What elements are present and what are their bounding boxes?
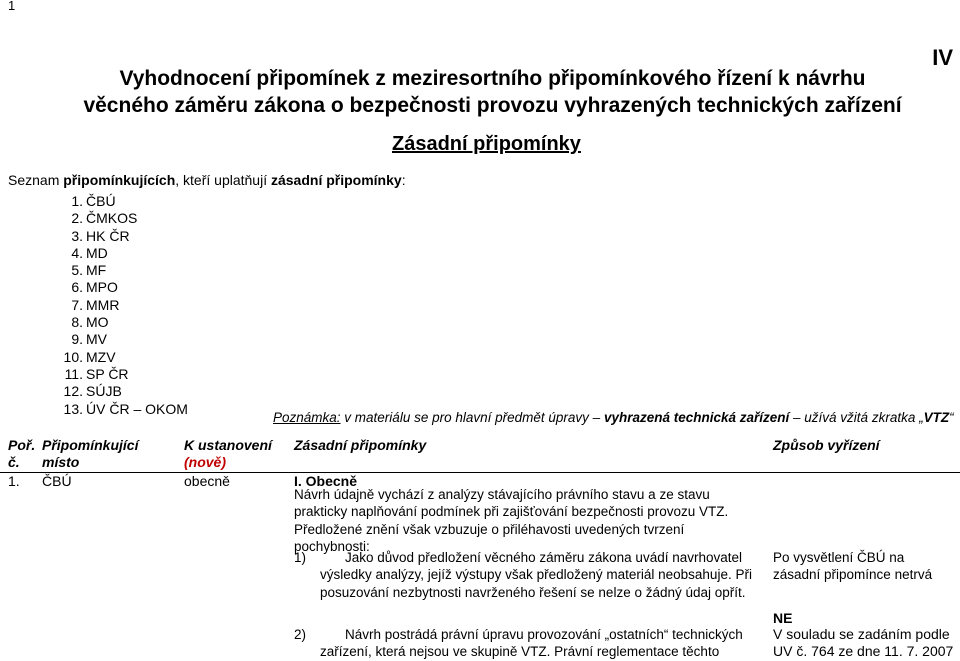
resolution-1-line-2: zásadní připomínce netrvá bbox=[773, 567, 933, 583]
note-bold: vyhrazená technická zařízení bbox=[603, 410, 790, 425]
commenter-name: SÚJB bbox=[86, 383, 122, 400]
commenter-number: 7. bbox=[71, 296, 83, 313]
paragraph-line-1: Návrh údajně vychází z analýzy stávajícího právního stavu a ze stavu bbox=[294, 487, 710, 502]
commenter-number: 10. bbox=[63, 348, 83, 365]
commenter-name: MPO bbox=[86, 279, 118, 296]
commenter-name: HK ČR bbox=[86, 227, 130, 244]
commenter-number: 11. bbox=[64, 365, 83, 382]
intro-bold-1: připomínkujících bbox=[63, 172, 176, 188]
commenter-number: 8. bbox=[71, 314, 83, 331]
commenter-list-item bbox=[55, 279, 188, 296]
title-line-1: Vyhodnocení připomínek z meziresortního připomínkového řízení k návrhu bbox=[119, 67, 866, 90]
commenter-list-item bbox=[55, 297, 188, 314]
item-2-number: 2) bbox=[294, 627, 307, 642]
commenter-number: 12. bbox=[63, 383, 83, 400]
page-number: 1 bbox=[8, 0, 16, 13]
header-por bbox=[8, 437, 35, 471]
item-1-line-1: Jako důvod předložení věcného záměru zákona uvádí navrhovatel bbox=[345, 550, 743, 565]
commenter-number: 6. bbox=[71, 279, 83, 296]
item-1-text bbox=[320, 549, 752, 601]
document-title bbox=[0, 65, 960, 119]
item-2-text bbox=[320, 626, 743, 661]
commenter-name: MF bbox=[86, 262, 107, 279]
commenter-name: MV bbox=[86, 331, 107, 348]
note-text-3: “ bbox=[949, 410, 954, 425]
header-commenter bbox=[42, 437, 138, 471]
paragraph-line-3: Předložené znění však vzbuzuje o přiléhavosti uvedených tvrzení bbox=[294, 521, 685, 537]
item-2-line-2: zařízení, která nejsou ve skupině VTZ. Právní reglementace těchto bbox=[320, 644, 720, 660]
item-1-line-2: výsledky analýzy, jejíž výstupy však předložený materiál neobsahuje. Při bbox=[320, 567, 752, 583]
commenter-list-item bbox=[55, 401, 188, 418]
commenter-list-item bbox=[55, 349, 188, 366]
header-divider bbox=[0, 472, 960, 473]
commenter-list-item bbox=[55, 210, 188, 227]
row-paragraph bbox=[294, 486, 728, 555]
resolution-1-line-1: Po vysvětlení ČBÚ na bbox=[773, 550, 905, 565]
commenter-number: 9. bbox=[71, 331, 83, 348]
resolution-2 bbox=[773, 626, 953, 660]
commenter-number: 2. bbox=[71, 210, 83, 227]
commenter-number: 3. bbox=[71, 227, 83, 244]
note-text-2: – užívá vžitá zkratka „ bbox=[789, 410, 924, 425]
paragraph-line-4: pochybnosti: bbox=[294, 538, 370, 554]
note bbox=[273, 410, 954, 425]
header-por-line-1: Poř. bbox=[8, 437, 36, 453]
commenter-name: MMR bbox=[86, 296, 120, 313]
item-1-number: 1) bbox=[294, 550, 307, 565]
header-provision-line-2: (nově) bbox=[184, 454, 226, 470]
commenter-list-item bbox=[55, 314, 188, 331]
paragraph-line-2: prakticky naplňování podmínek při zajišťování bezpečnosti provozu VTZ. bbox=[294, 504, 729, 520]
header-provision bbox=[184, 437, 272, 471]
resolution-1 bbox=[773, 549, 932, 584]
commenter-number: 4. bbox=[71, 244, 83, 261]
commenter-list bbox=[55, 193, 188, 418]
intro-prefix: Seznam bbox=[8, 172, 64, 188]
resolution-2-line-1: V souladu se zadáním podle bbox=[773, 626, 950, 642]
note-abbr: VTZ bbox=[923, 410, 950, 425]
item-2-line-1: Návrh postrádá právní úpravu provozování „ostatních“ technických bbox=[345, 627, 743, 642]
commenter-list-item bbox=[55, 366, 188, 383]
note-text-1: v materiálu se pro hlavní předmět úpravy – bbox=[340, 410, 604, 425]
commenter-name: ČMKOS bbox=[86, 210, 138, 227]
commenter-list-item bbox=[55, 383, 188, 400]
section-heading: Zásadní připomínky bbox=[392, 133, 581, 155]
header-commenter-line-2: místo bbox=[42, 454, 80, 470]
row-number: 1. bbox=[8, 473, 20, 489]
commenter-name: ČBÚ bbox=[86, 193, 116, 209]
commenter-list-item bbox=[55, 262, 188, 279]
commenter-list-item bbox=[55, 193, 188, 210]
intro-mid: , kteří uplatňují bbox=[175, 172, 271, 188]
note-label: Poznámka: bbox=[273, 410, 341, 425]
commenter-list-item bbox=[55, 331, 188, 348]
header-provision-line-1: K ustanovení bbox=[184, 437, 272, 453]
resolution-2-status: NE bbox=[773, 610, 793, 626]
title-line-2: věcného záměru zákona o bezpečnosti provozu vyhrazených technických zařízení bbox=[83, 94, 902, 117]
header-comments: Zásadní připomínky bbox=[294, 437, 427, 453]
commenter-name: MO bbox=[86, 314, 109, 331]
commenter-number: 13. bbox=[63, 400, 83, 417]
commenter-name: MD bbox=[86, 244, 108, 261]
row-provision: obecně bbox=[184, 473, 230, 489]
header-resolution: Způsob vyřízení bbox=[773, 437, 880, 453]
item-1-line-3: posuzování nezbytnosti navrženého řešení se nelze o žádný údaj opřít. bbox=[320, 584, 746, 600]
intro-text bbox=[8, 172, 406, 188]
intro-bold-2: zásadní připomínky bbox=[270, 172, 402, 188]
row-commenter: ČBÚ bbox=[42, 473, 72, 489]
intro-suffix: : bbox=[401, 172, 406, 188]
commenter-name: MZV bbox=[86, 348, 116, 365]
commenter-name: SP ČR bbox=[86, 365, 129, 382]
commenter-list-item bbox=[55, 245, 188, 262]
commenter-list-item bbox=[55, 228, 188, 245]
header-por-line-2: č. bbox=[8, 454, 20, 470]
resolution-2-line-2: UV č. 764 ze dne 11. 7. 2007 bbox=[773, 643, 954, 659]
header-commenter-line-1: Připomínkující bbox=[42, 437, 139, 453]
row-heading: I. Obecně bbox=[294, 473, 358, 489]
commenter-number: 1. bbox=[71, 193, 83, 209]
commenter-number: 5. bbox=[71, 262, 83, 279]
commenter-name: ÚV ČR – OKOM bbox=[86, 400, 188, 417]
annex-label: IV bbox=[932, 45, 953, 70]
